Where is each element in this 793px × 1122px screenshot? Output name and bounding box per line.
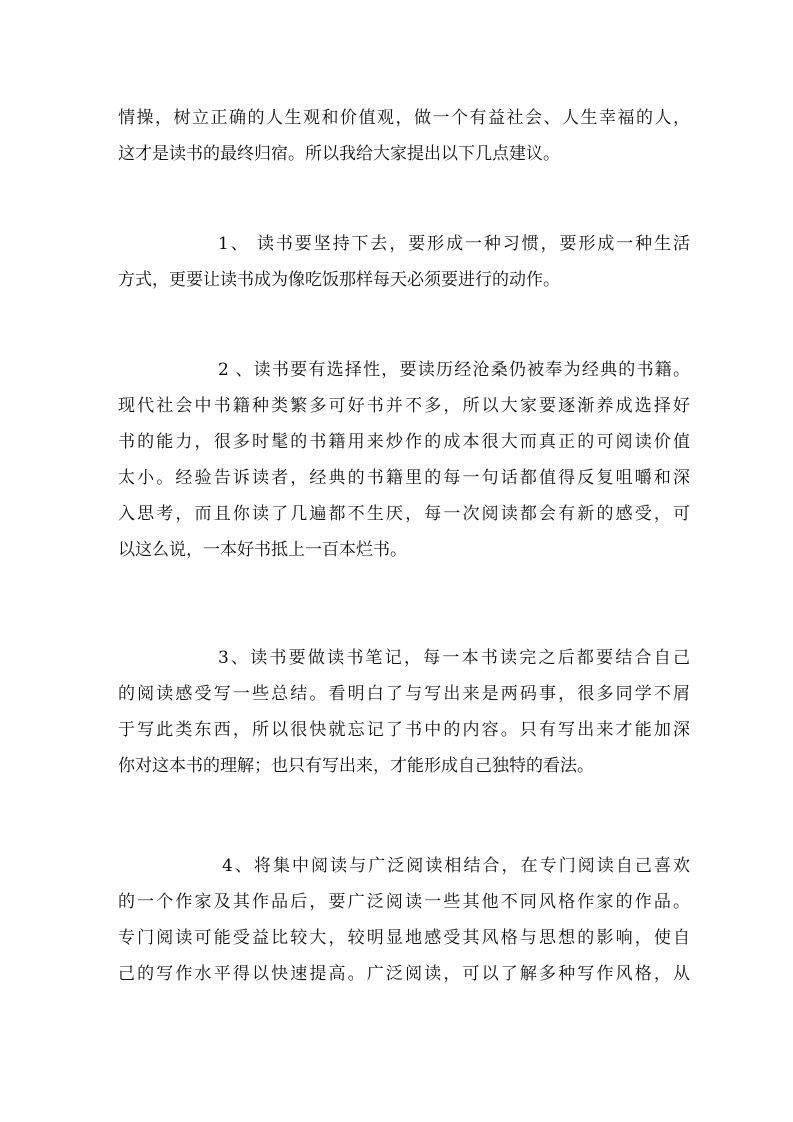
text-line: 入思考，而且你读了几遍都不生厌，每一次阅读都会有新的感受，可 xyxy=(118,504,690,524)
text-line: 你对这本书的理解；也只有写出来，才能形成自己独特的看法。 xyxy=(118,756,594,776)
text-line: 3、读书要做读书笔记，每一本书读完之后都要结合自己 xyxy=(218,648,690,668)
paragraph-suggestion-2 xyxy=(118,352,690,568)
text-line: 1、 读书要坚持下去，要形成一种习惯，要形成一种生活 xyxy=(218,234,690,254)
text-line: 现代社会中书籍种类繁多可好书并不多，所以大家要逐渐养成选择好 xyxy=(118,396,690,416)
text-line: 书的能力，很多时髦的书籍用来炒作的成本很大而真正的可阅读价值 xyxy=(118,432,690,452)
text-line: 的阅读感受写一些总结。看明白了与写出来是两码事，很多同学不屑 xyxy=(118,684,690,704)
paragraph-intro xyxy=(118,100,690,172)
text-line: 的一个作家及其作品后，要广泛阅读一些其他不同风格作家的作品。 xyxy=(118,892,690,912)
text-line: 4、将集中阅读与广泛阅读相结合，在专门阅读自己喜欢 xyxy=(222,856,690,876)
text-line: 专门阅读可能受益比较大，较明显地感受其风格与思想的影响，使自 xyxy=(118,928,690,948)
paragraph-suggestion-1 xyxy=(118,226,690,298)
text-line: 己的写作水平得以快速提高。广泛阅读，可以了解多种写作风格，从 xyxy=(118,964,690,984)
paragraph-suggestion-4 xyxy=(118,848,690,992)
paragraph-suggestion-3 xyxy=(118,640,690,784)
text-line: 太小。经验告诉读者，经典的书籍里的每一句话都值得反复咀嚼和深 xyxy=(118,468,690,488)
text-line: 2 、读书要有选择性，要读历经沧桑仍被奉为经典的书籍。 xyxy=(218,360,690,380)
text-line: 方式，更要让读书成为像吃饭那样每天必须要进行的动作。 xyxy=(118,270,560,290)
text-line: 这才是读书的最终归宿。所以我给大家提出以下几点建议。 xyxy=(118,144,560,164)
text-line: 以这么说，一本好书抵上一百本烂书。 xyxy=(118,540,407,560)
text-line: 情操，树立正确的人生观和价值观，做一个有益社会、人生幸福的人， xyxy=(118,108,690,128)
text-line: 于写此类东西，所以很快就忘记了书中的内容。只有写出来才能加深 xyxy=(118,720,690,740)
